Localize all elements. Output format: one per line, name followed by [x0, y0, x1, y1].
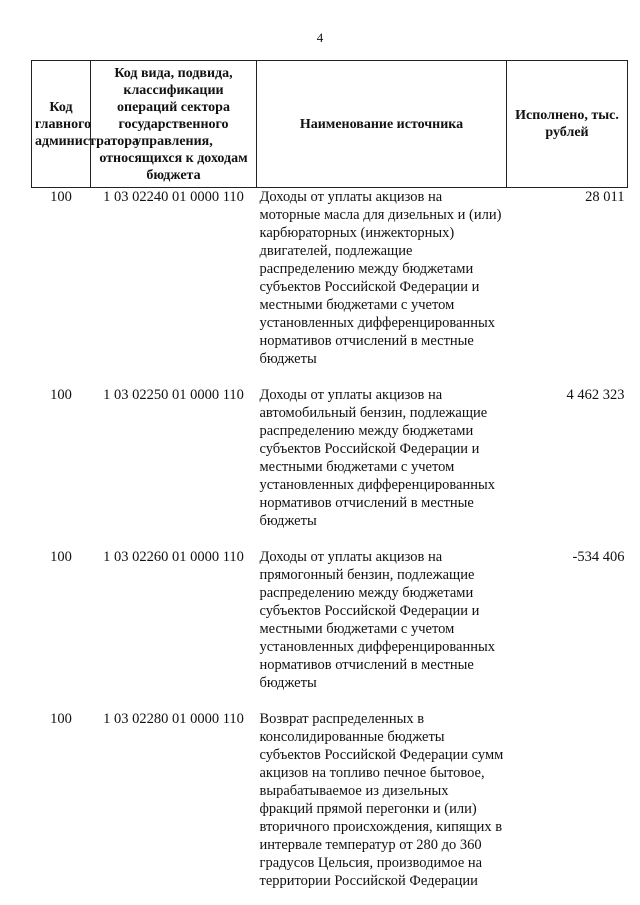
income-code-cell: 1 03 02260 01 0000 110 [103, 549, 244, 565]
budget-income-table [31, 60, 628, 890]
page-number: 4 [316, 30, 324, 45]
admin-code-cell: 100 [50, 387, 72, 403]
income-code-cell: 1 03 02280 01 0000 110 [103, 711, 244, 727]
income-code-cell: 1 03 02250 01 0000 110 [103, 387, 244, 403]
table-row [32, 548, 628, 710]
header-admin-code: Код главного администратора [32, 61, 91, 188]
table-header-row [32, 61, 628, 188]
source-name-cell: Доходы от уплаты акцизов на прямогонный бензин, подлежащие распределению между бюджетами субъектов Российской Федерации и местными бюджетами с учетом установленных дифференцированных нормативов отчислений в местные бюджеты [259, 549, 495, 691]
source-name-cell: Возврат распределенных в консолидированные бюджеты субъектов Российской Федерации сумм акцизов на топливо печное бытовое, вырабатываемое из дизельных фракций прямой перегонки и (или) вторичного происхождения, кипящих в интервале температур от 280 до 360 градусов Цельсия, производимое на территории Российской Федерации [259, 711, 504, 889]
executed-amount-cell: 4 462 323 [566, 387, 625, 403]
income-code-cell: 1 03 02240 01 0000 110 [103, 189, 244, 205]
source-name-cell: Доходы от уплаты акцизов на автомобильный бензин, подлежащие распределению между бюджетами субъектов Российской Федерации и местными бюджетами с учетом установленных дифференцированных нормативов отчислений в местные бюджеты [259, 387, 495, 529]
executed-amount-cell: 28 011 [585, 189, 625, 205]
header-executed: Исполнено, тыс. рублей [507, 61, 628, 188]
executed-amount-cell [507, 710, 628, 890]
header-income-code: Код вида, подвида, классификации операций сектора государственного управления, относящихся к доходам бюджета [91, 61, 257, 188]
table-row [32, 386, 628, 548]
table-row [32, 710, 628, 890]
header-source-name: Наименование источника [257, 61, 507, 188]
source-name-cell: Доходы от уплаты акцизов на моторные масла для дизельных и (или) карбюраторных (инжекторных) двигателей, подлежащие распределению между бюджетами субъектов Российской Федерации и местными бюджетами с учетом установленных дифференцированных нормативов отчислений в местные бюджеты [259, 189, 502, 367]
admin-code-cell: 100 [50, 549, 72, 565]
executed-amount-cell: -534 406 [572, 549, 625, 565]
admin-code-cell: 100 [50, 189, 72, 205]
table-row [32, 188, 628, 387]
admin-code-cell: 100 [50, 711, 72, 727]
